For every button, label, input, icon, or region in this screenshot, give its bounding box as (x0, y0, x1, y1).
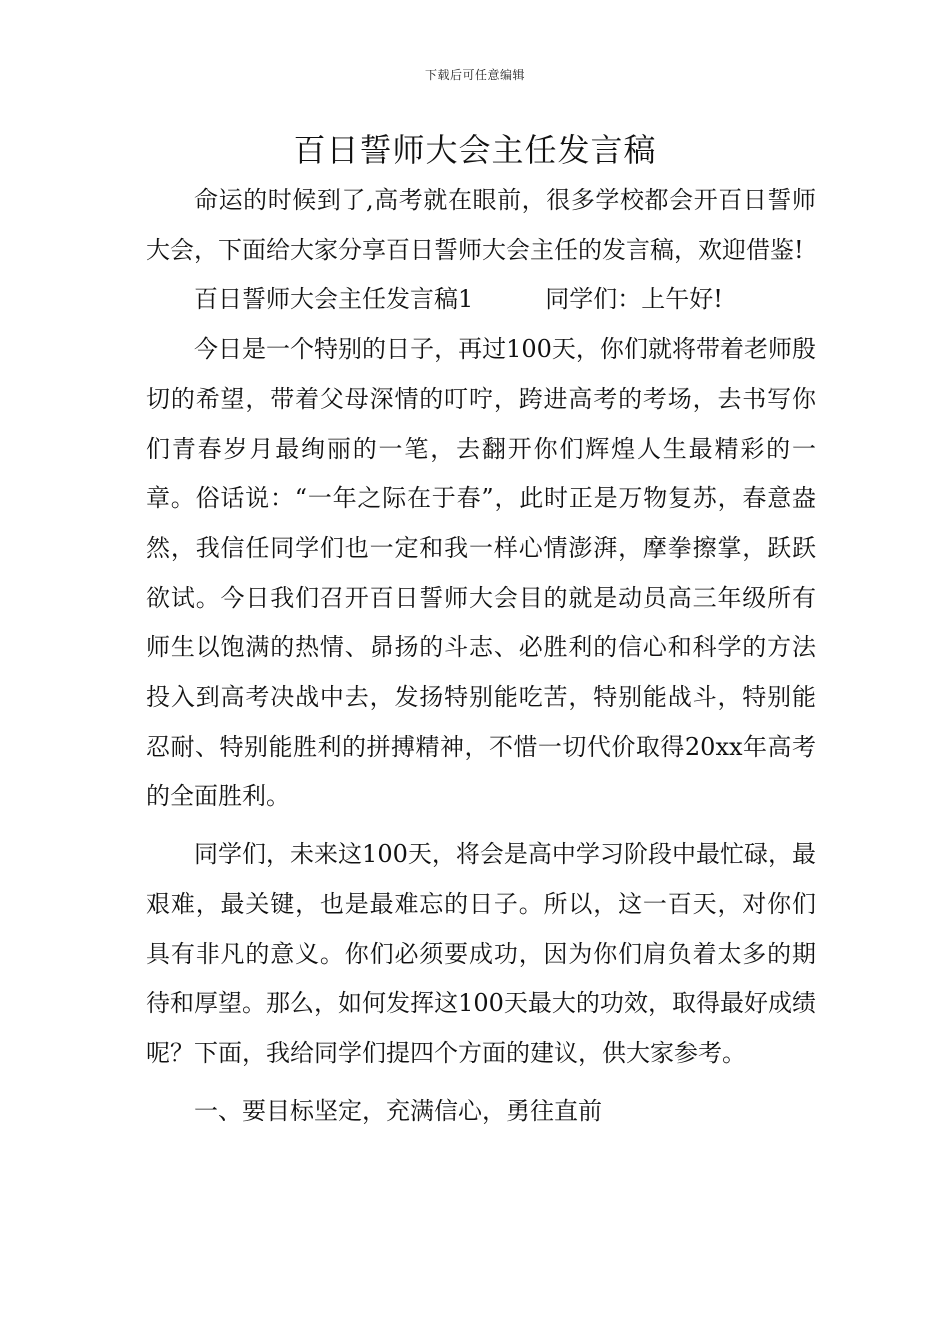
document-body (146, 176, 816, 1136)
header-note: 下载后可任意编辑 (424, 68, 525, 82)
body-paragraph: 同学们，未来这100天，将会是高中学习阶段中最忙碌，最艰难，最关键，也是最难忘的日子。所以，这一百天，对你们具有非凡的意义。你们必须要成功，因为你们肩负着太多的期待和厚望。那么，如何发挥这100天最大的功效，取得最好成绩呢？下面，我给同学们提四个方面的建议，供大家参考。 (146, 840, 816, 1067)
intro-paragraph: 命运的时候到了,高考就在眼前，很多学校都会开百日誓师大会，下面给大家分享百日誓师大会主任的发言稿，欢迎借鉴! (146, 186, 816, 264)
body-paragraph: 今日是一个特别的日子，再过100天，你们就将带着老师殷切的希望，带着父母深情的叮咛，跨进高考的考场，去书写你们青春岁月最绚丽的一笔，去翻开你们辉煌人生最精彩的一章。俗话说：“一年之际在于春”，此时正是万物复苏，春意盎然，我信任同学们也一定和我一样心情澎湃，摩拳擦掌，跃跃欲试。今日我们召开百日誓师大会目的就是动员高三年级所有师生以饱满的热情、昴扬的斗志、必胜利的信心和科学的方法投入到高考决战中去，发扬特别能吃苦，特别能战斗，特别能忍耐、特别能胜利的拼搏精神，不惜一切代价取得20xx年高考的全面胜利。 (146, 335, 816, 811)
speech-heading-paragraph: 百日誓师大会主任发言稿1 同学们：上午好! (194, 285, 723, 314)
document-title: 百日誓师大会主任发言稿 (293, 131, 657, 169)
section-heading-paragraph: 一、要目标坚定，充满信心，勇往直前 (194, 1096, 602, 1125)
